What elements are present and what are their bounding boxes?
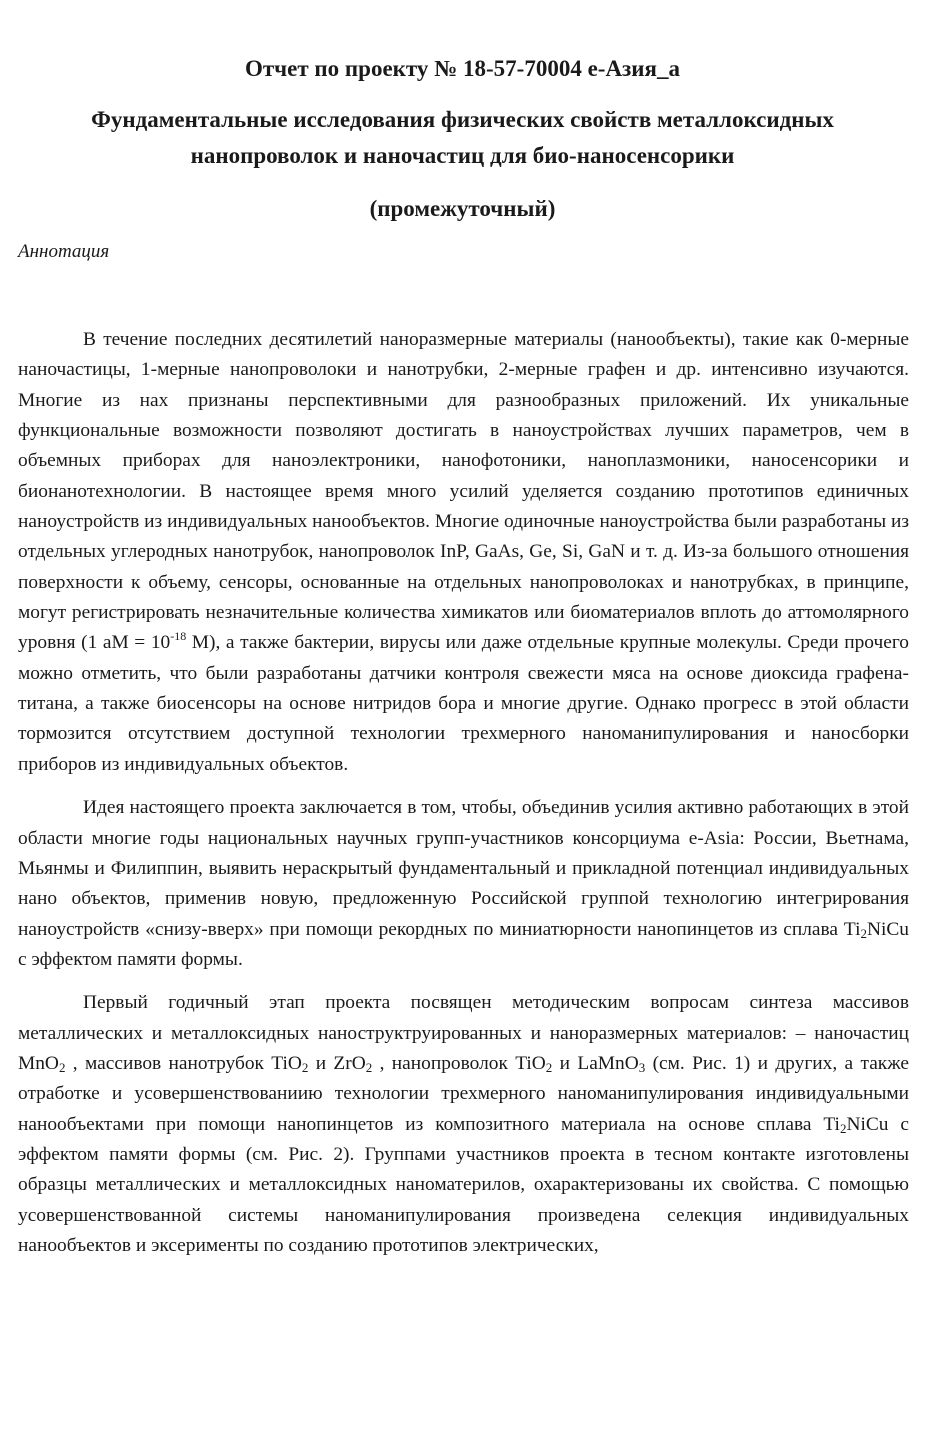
report-type: (промежуточный) <box>369 196 556 221</box>
subscript: 2 <box>58 1059 66 1075</box>
paragraph-1-part-a: В течение последних десятилетий наноразмерные материалы (нанообъекты), такие как 0-мерные наночастицы, 1-мерные нанопроволоки и нанотрубки, 2-мерные графен и др. интенсивно изучаются. Многие из нах признаны перспективными для разнообразных приложений. Их уникальные функциональные возможности позволяют достигать в наноустройствах лучших параметров, чем в объемных приборах для наноэлектроники, нанофотоники, наноплазмоники, наносенсорики и бионанотехнологии. В настоящее время много усилий уделяется созданию прототипов единичных наноустройств из индивидуальных нанообъектов. Многие одиночные наноустройства были разработаны из отдельных углеродных нанотрубок, нанопроволок InP, GaAs, Ge, Si, GaN и т. д. Из-за большого отношения поверхности к объему, сенсоры, основанные на отдельных нанопроволоках и нанотрубках, в принципе, могут регистрировать незначительные количества химикатов или биоматериалов вплоть до аттомолярного уровня (1 аМ = 10 <box>18 329 910 654</box>
subscript: 2 <box>839 1120 847 1136</box>
project-title <box>0 102 925 174</box>
project-title-line1: Фундаментальные исследования физических свойств металлоксидных <box>91 107 834 132</box>
abstract-body <box>18 325 909 1261</box>
paragraph-3 <box>18 988 909 1261</box>
subscript: 2 <box>860 925 867 941</box>
paragraph-3-part-c: и ZrO <box>308 1052 366 1074</box>
subscript: 3 <box>638 1059 646 1075</box>
paragraph-3-part-b: , массивов нанотрубок TiO <box>65 1052 302 1074</box>
paragraph-2-part-b: NiCu с эффектом памяти формы. <box>18 918 909 970</box>
paragraph-3-part-f: (см. Рис. 1) и других, а также отработке и усовершенствованиию технологии трехмерного наноманипулирования индивидуальными нанообъектами при помощи нанопинцетов из композитного материала на основе сплава Ti <box>18 1052 909 1135</box>
subscript: 2 <box>545 1059 553 1075</box>
project-title-line2: нанопроволок и наночастиц для био-наносенсорики <box>190 143 735 168</box>
report-title: Отчет по проекту № 18-57-70004 е-Азия_а <box>244 56 680 81</box>
paragraph-2-part-a: Идея настоящего проекта заключается в том, чтобы, объединив усилия активно работающих в этой области многие годы национальных научных групп-участников консорциума e-Asia: России, Вьетнама, Мьянмы и Филиппин, выявить нераскрытый фундаментальный и прикладной потенциал индивидуальных нано объектов, применив новую, предложенную Российской группой технологию интегрирования наноустройств «снизу-вверх» при помощи рекордных по миниатюрности нанопинцетов из сплава Ti <box>18 797 909 940</box>
subscript: 2 <box>301 1059 309 1075</box>
exponent: -18 <box>170 629 187 644</box>
paragraph-3-part-d: , нанопроволок TiO <box>372 1052 546 1074</box>
subscript: 2 <box>365 1059 373 1075</box>
abstract-label: Аннотация <box>18 241 110 262</box>
paragraph-3-part-g: NiCu с эффектом памяти формы (см. Рис. 2). Группами участников проекта в тесном контакте изготовлены образцы металлических и металлоксидных наноматерилов, охарактеризованы их свойства. С помощью усовершенствованной системы наноманипулирования произведена селекция индивидуальных нанообъектов и эксерименты по созданию прототипов электрических, <box>18 1113 909 1256</box>
paragraph-3-part-e: и LaMnO <box>552 1052 639 1074</box>
paragraph-1-part-b: М), а также бактерии, вирусы или даже отдельные крупные молекулы. Среди прочего можно отметить, что были разработаны датчики контроля свежести мяса на основе диоксида графена-титана, а также биосенсоры на основе нитридов бора и многие другие. Однако прогресс в этой области тормозится отсутствием доступной технологии трехмерного наноманипулирования и наносборки приборов из индивидуальных объектов. <box>18 632 909 775</box>
paragraph-2 <box>18 793 909 975</box>
paragraph-3-part-a: Первый годичный этап проекта посвящен методическим вопросам синтеза массивов металлических и металлоксидных наноструктруированных и наноразмерных материалов: – наночастиц MnO <box>18 992 909 1074</box>
paragraph-1 <box>18 325 909 780</box>
